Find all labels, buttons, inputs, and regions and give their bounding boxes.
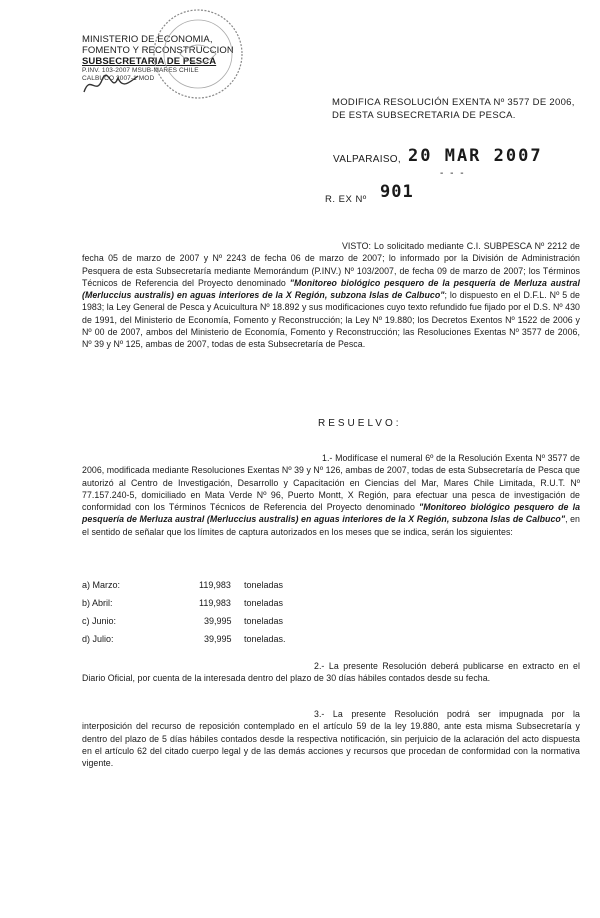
item-2: [82, 660, 580, 685]
item-1-text: 1.- Modifícase el numeral 6º de la Resolución Exenta Nº 3577 de 2006, modificada mediante Resoluciones Exentas Nº 39 y Nº 126, ambas de 2007, todas de esta Subsecretaría de Pesca que autorizó al Centro de Investigación, Desarrollo y Capacitación en Ciencias del Mar, Mares Chile Limitada, R.U.T. Nº 77.157.240-5, domiciliado en Mata Verde Nº 96, Puerto Montt, X Región, para efectuar una pesca de investigación de conformidad con los Términos Técnicos de Referencia del Proyecto denominado: [82, 453, 580, 513]
stamp-reference-1: P.INV. 103-2007 MSUB-MARES CHILE: [82, 67, 199, 74]
official-seal-icon: [150, 6, 246, 102]
item-1-project: "Monitoreo biológico pesquero de la pesquería de Merluza austral (Merluccius australis) en aguas interiores de la X Región, subzona Islas de Calbuco": [82, 502, 581, 525]
resuelvo-heading: RESUELVO:: [318, 418, 402, 429]
date-stamp: 20 MAR 2007: [408, 146, 543, 166]
stamp-reference-2: CALBUCO 2007-1 MOD: [82, 74, 155, 82]
ministry-line-2: FOMENTO Y RECONSTRUCCION: [82, 45, 234, 56]
visto-rest: ; lo dispuesto en el D.F.L. Nº 5 de 1983; la Ley General de Pesca y Acuicultura Nº 18.892 y sus modificaciones cuyo texto refundido fue fijado por el D.S. Nº 430 de 1991, del Ministerio de Economía, Fomento y Reconstrucción; la Ley Nº 19.880; los Decretos Exentos Nº 1522 de 2006 y Nº 00 de 2007, ambos del Ministerio de Economía, Fomento y Reconstrucción; las Resoluciones Exentas Nº 3577 de 2006, Nº 39 y Nº 125, ambas de 2007, todas de esta Subsecretaría de Pesca.: [82, 290, 580, 350]
signature-icon: [82, 70, 142, 98]
item-3: [82, 708, 580, 769]
item-3-text: 3.- La presente Resolución podrá ser impugnada por la interposición del recurso de reposición contemplado en el artículo 59 de la ley 19.880, ante esta misma Subsecretaría y dentro del plazo de 5 días hábiles contados desde la respectiva notificación, sin perjuicio de la aclaración del acto dispuesta en el artículo 62 del citado cuerpo legal y de las demás acciones y recursos que procedan de conformidad con la normativa vigente.: [82, 709, 580, 769]
subsecretaria-line: SUBSECRETARIA DE PESCA: [82, 56, 217, 67]
visto-project: "Monitoreo biológico pesquero de la pesquería de Merluza austral (Merluccius australis) en aguas interiores de la X Región, subzona Islas de Calbuco": [82, 277, 580, 301]
visto-paragraph: [82, 240, 580, 351]
ministry-line: MINISTERIO DE ECONOMIA,: [82, 34, 213, 45]
date-underline: - - -: [440, 168, 466, 179]
item-1: [82, 452, 580, 538]
resolution-number: 901: [380, 182, 414, 202]
visto-text: VISTO: Lo solicitado mediante C.I. SUBPESCA Nº 2212 de fecha 05 de marzo de 2007 y Nº 2243 de fecha 06 de marzo de 2007; lo informado por la División de Administración Pesquera de esta Subsecretaría mediante Memorándum (P.INV.) Nº 103/2007, de fecha 09 de marzo de 2007; los Términos Técnicos de Referencia del Proyecto denominado: [82, 241, 580, 288]
city: VALPARAISO,: [333, 154, 401, 165]
item-2-text: 2.- La presente Resolución deberá publicarse en extracto en el Diario Oficial, por cuenta de la interesada dentro del plazo de 30 días hábiles contados desde su fecha.: [82, 661, 580, 684]
item-1-rest: , en el sentido de señalar que los límites de captura autorizados en los meses que se indica, serán los siguientes:: [82, 514, 580, 537]
resolution-label: R. EX Nº: [325, 194, 367, 205]
document-title: MODIFICA RESOLUCIÓN EXENTA Nº 3577 DE 2006, DE ESTA SUBSECRETARIA DE PESCA.: [332, 97, 575, 121]
